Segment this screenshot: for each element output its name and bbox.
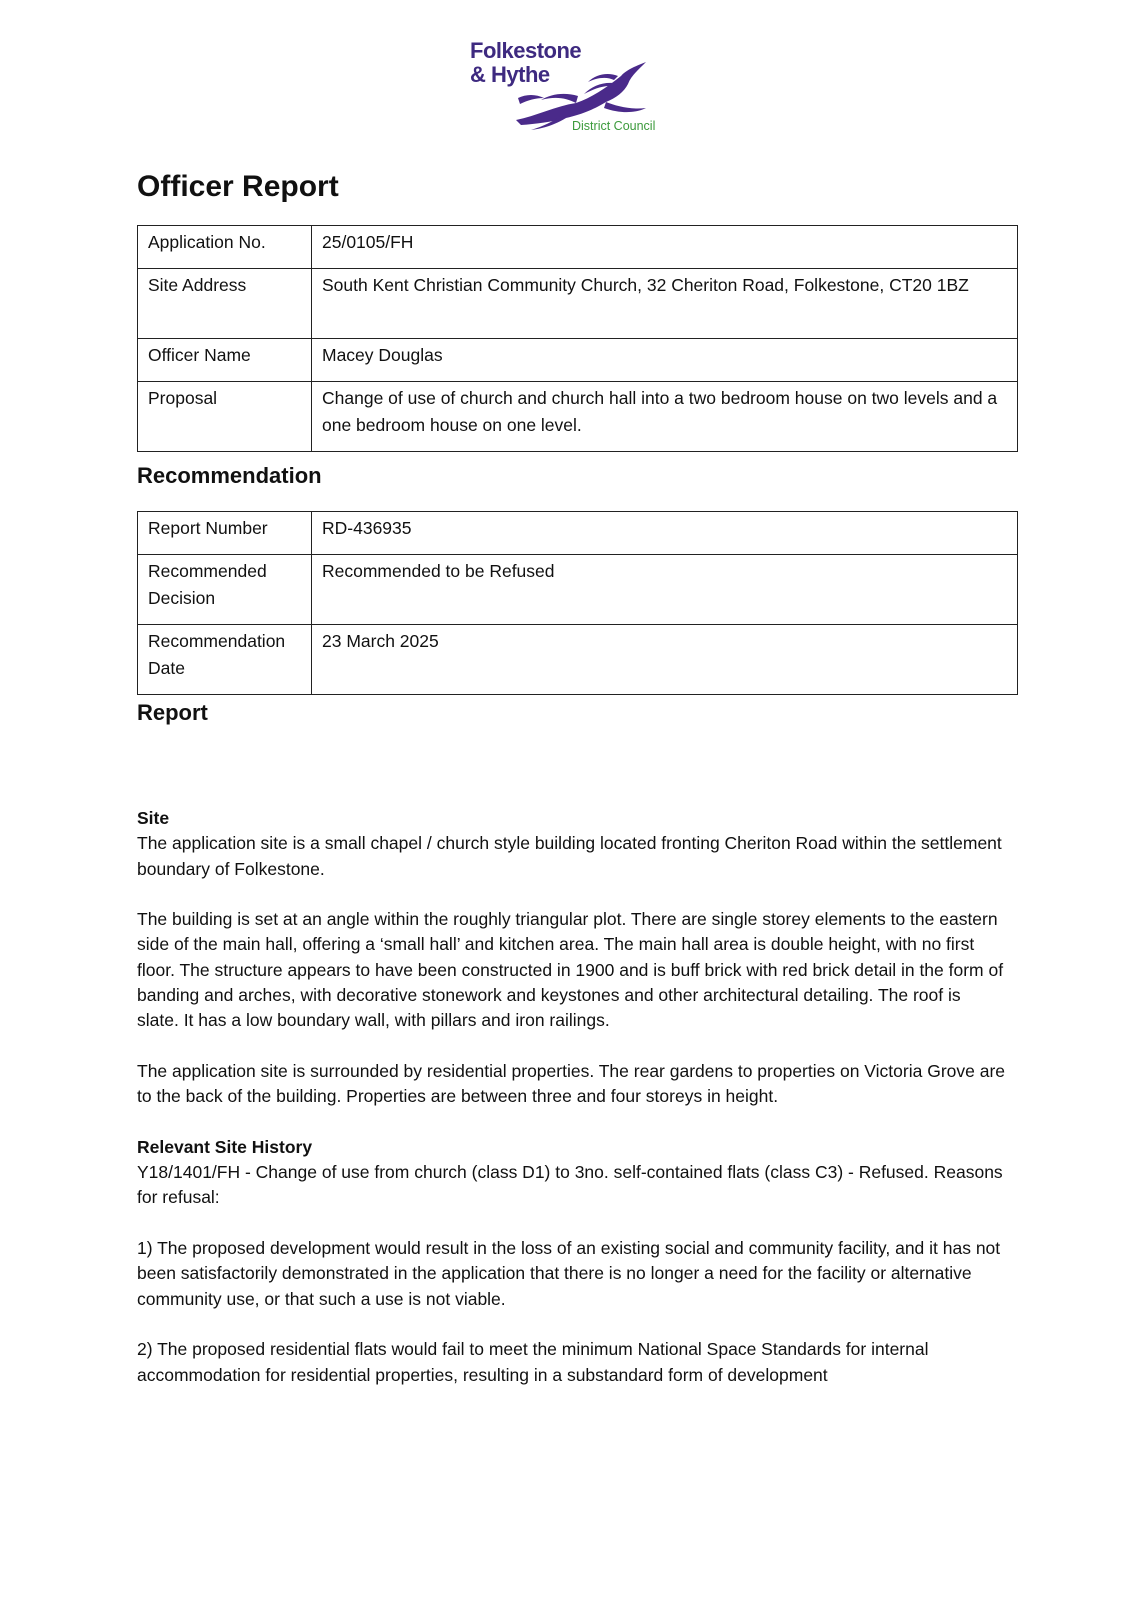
row-value: Change of use of church and church hall into a two bedroom house on two levels and a one bedroom house on one level. <box>312 382 1018 452</box>
application-details-table <box>137 225 1018 452</box>
refusal-reason-2: 2) The proposed residential flats would fail to meet the minimum National Space Standards for internal accommodation for residential properties, resulting in a substandard form of development <box>137 1339 929 1385</box>
row-label: Application No. <box>138 226 312 269</box>
row-value: Macey Douglas <box>312 339 1018 382</box>
site-paragraph: The application site is a small chapel / church style building located fronting Cheriton Road within the settlement boundary of Folkestone. <box>137 833 1002 879</box>
page-title: Officer Report <box>137 170 339 203</box>
table-row <box>138 512 1018 555</box>
row-label: Officer Name <box>138 339 312 382</box>
logo-line-2: & Hythe <box>470 62 550 87</box>
row-value: 23 March 2025 <box>312 625 1018 695</box>
history-paragraph: Y18/1401/FH - Change of use from church (class D1) to 3no. self-contained flats (class C3) - Refused. Reasons for refusal: <box>137 1162 1003 1208</box>
logo-subtitle: District Council <box>572 119 656 133</box>
report-heading: Report <box>137 700 208 725</box>
row-value: Recommended to be Refused <box>312 555 1018 625</box>
table-row <box>138 555 1018 625</box>
table-row <box>138 382 1018 452</box>
row-label: Proposal <box>138 382 312 452</box>
recommendation-heading: Recommendation <box>137 463 322 488</box>
row-label: Report Number <box>138 512 312 555</box>
report-body <box>137 806 1007 1413</box>
site-heading: Site <box>137 808 170 828</box>
history-heading: Relevant Site History <box>137 1136 313 1157</box>
refusal-reason-1: 1) The proposed development would result in the loss of an existing social and community facility, and it has not been satisfactorily demonstrated in the application that there is no longer a need for the facility or alternative community use, or that such a use is not viable. <box>137 1238 1001 1309</box>
council-logo <box>466 38 666 138</box>
row-label: Site Address <box>138 269 312 339</box>
row-value: South Kent Christian Community Church, 32 Cheriton Road, Folkestone, CT20 1BZ <box>312 269 1018 339</box>
site-paragraph: The building is set at an angle within the roughly triangular plot. There are single storey elements to the eastern side of the main hall, offering a ‘small hall’ and kitchen area. The main hall area is double height, with no first floor. The structure appears to have been constructed in 1900 and is buff brick with red brick detail in the form of banding and arches, with decorative stonework and keystones and other architectural detailing. The roof is slate. It has a low boundary wall, with pillars and iron railings. <box>137 909 1004 1031</box>
table-row <box>138 226 1018 269</box>
row-value: RD-436935 <box>312 512 1018 555</box>
row-label: Recommended Decision <box>138 555 312 625</box>
table-row <box>138 269 1018 339</box>
recommendation-table <box>137 511 1018 695</box>
table-row <box>138 339 1018 382</box>
table-row <box>138 625 1018 695</box>
logo-line-1: Folkestone <box>470 38 582 63</box>
site-paragraph: The application site is surrounded by residential properties. The rear gardens to properties on Victoria Grove are to the back of the building. Properties are between three and four storeys in height. <box>137 1060 1006 1107</box>
row-label: Recommendation Date <box>138 625 312 695</box>
row-value: 25/0105/FH <box>312 226 1018 269</box>
